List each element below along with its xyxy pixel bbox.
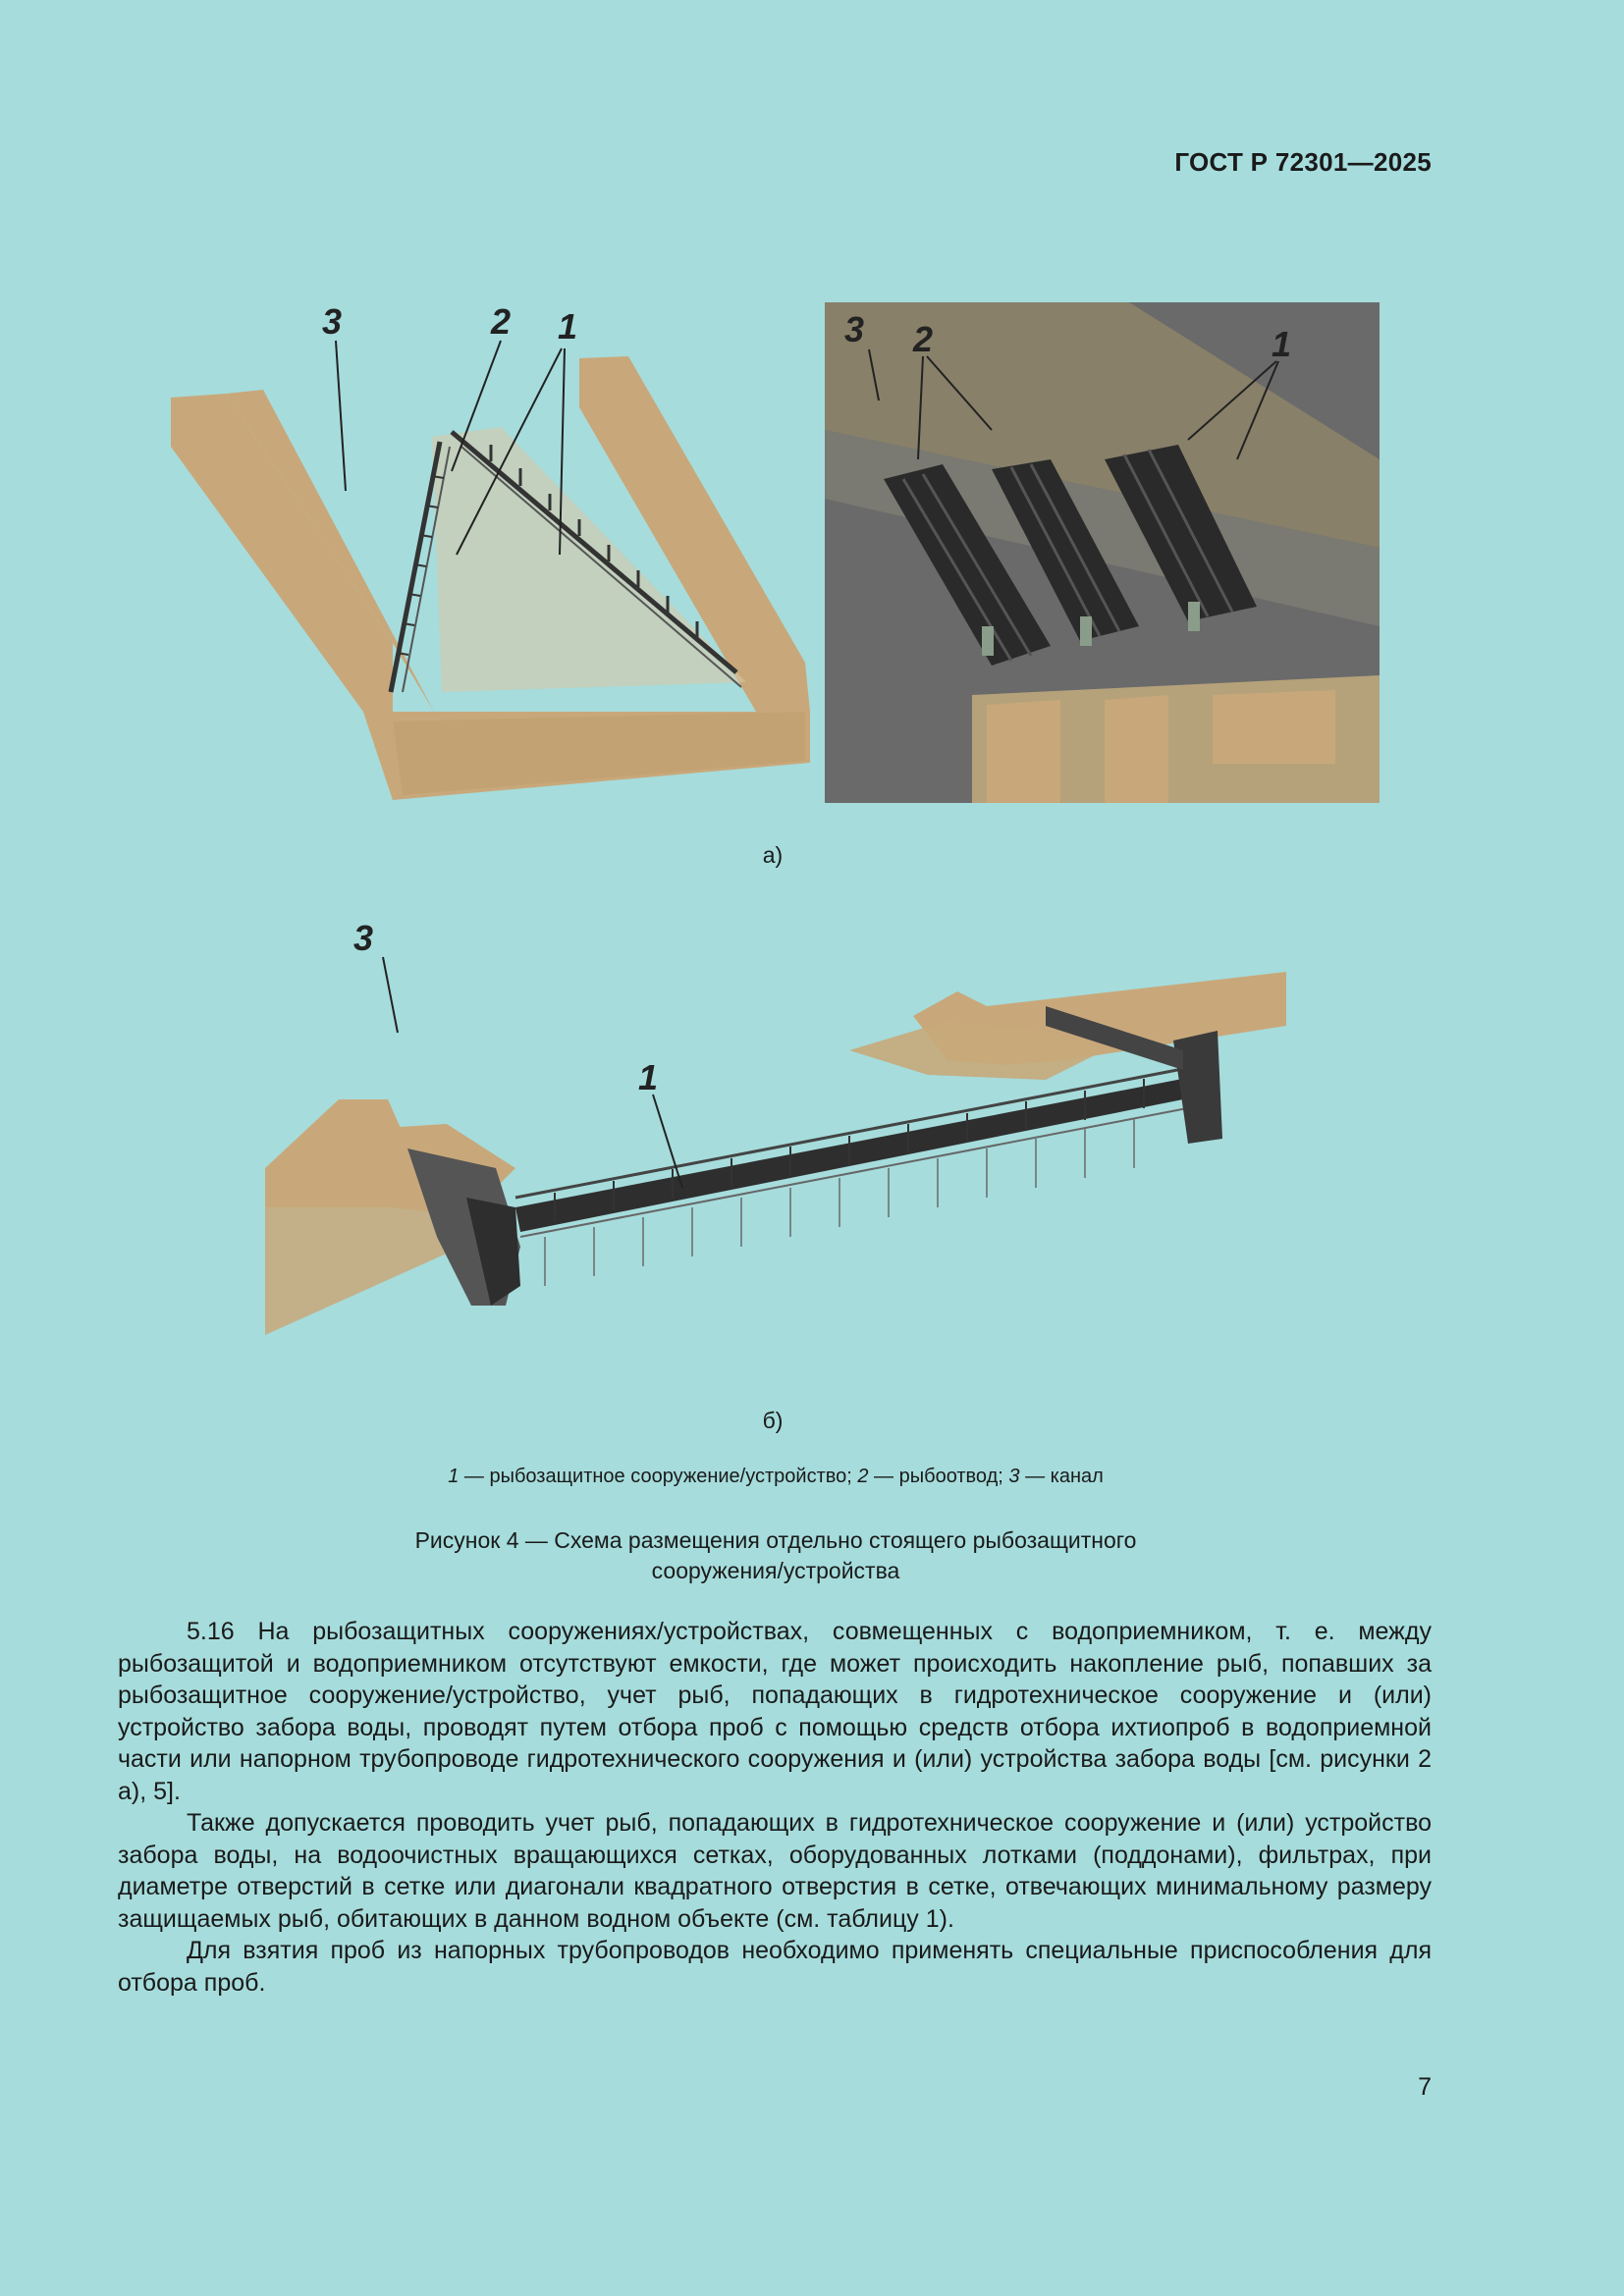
- paragraph-5-16: 5.16 На рыбозащитных сооружениях/устройствах, совмещенных с водоприемником, т. е. между рыбозащитой и водоприемником отсутствуют емкости, где может происходить накопление рыб, попавших за рыбозащитное сооружение/устройство, учет рыб, попадающих в гидротехническое сооружение и (или) устройство забора воды, проводят путем отбора проб с помощью средств отбора ихтиопроб в водоприемной части или напорном трубопроводе гидротехнического сооружения и (или) устройства забора воды [см. рисунки 2 а), 5].: [118, 1618, 1432, 1805]
- fig-a-right-label-2: 2: [913, 319, 934, 359]
- page-number: 7: [1418, 2073, 1432, 2101]
- fig-a-right-label-1: 1: [1272, 324, 1292, 364]
- fig-a-right-label-3: 3: [844, 309, 865, 349]
- figure-title-line-1: Рисунок 4 — Схема размещения отдельно стоящего рыбозащитного: [414, 1527, 1137, 1553]
- legend-text-3: — канал: [1019, 1466, 1104, 1487]
- figure-a-left-illustration: [167, 299, 815, 810]
- legend-num-1: 1: [448, 1466, 460, 1487]
- legend-text-2: — рыбоотвод;: [868, 1466, 1009, 1487]
- document-id: ГОСТ Р 72301—2025: [1174, 147, 1432, 177]
- figure-b-caption: б): [762, 1408, 784, 1433]
- body-text: [118, 1616, 1432, 1999]
- paragraph-2: Также допускается проводить учет рыб, попадающих в гидротехническое сооружение и (или) устройство забора воды, на водоочистных вращающихся сетках, оборудованных лотками (поддонами), фильтрах, при диаметре отверстий в сетке или диагонали квадратного отверстия в сетке, отвечающих минимальному размеру защищаемых рыб, обитающих в данном водном объекте (см. таблицу 1).: [118, 1809, 1432, 1933]
- fig-a-left-label-3: 3: [322, 301, 343, 342]
- figure-b-illustration: [260, 913, 1291, 1335]
- legend-num-2: 2: [857, 1466, 869, 1487]
- fig-b-label-3: 3: [353, 918, 374, 958]
- legend-text-1: — рыбозащитное сооружение/устройство;: [459, 1466, 858, 1487]
- fig-a-left-label-2: 2: [491, 301, 512, 342]
- figure-a-right-illustration: [825, 302, 1380, 803]
- figure-title-line-2: сооружения/устройства: [651, 1558, 900, 1583]
- figure-legend: [0, 1466, 1551, 1488]
- legend-num-3: 3: [1008, 1466, 1020, 1487]
- paragraph-3: Для взятия проб из напорных трубопроводов необходимо применять специальные приспособления для отбора проб.: [118, 1937, 1432, 1997]
- figure-title: [0, 1525, 1551, 1586]
- figure-a-caption: а): [762, 842, 784, 868]
- fig-b-label-1: 1: [638, 1057, 659, 1097]
- fig-a-left-label-1: 1: [558, 306, 578, 347]
